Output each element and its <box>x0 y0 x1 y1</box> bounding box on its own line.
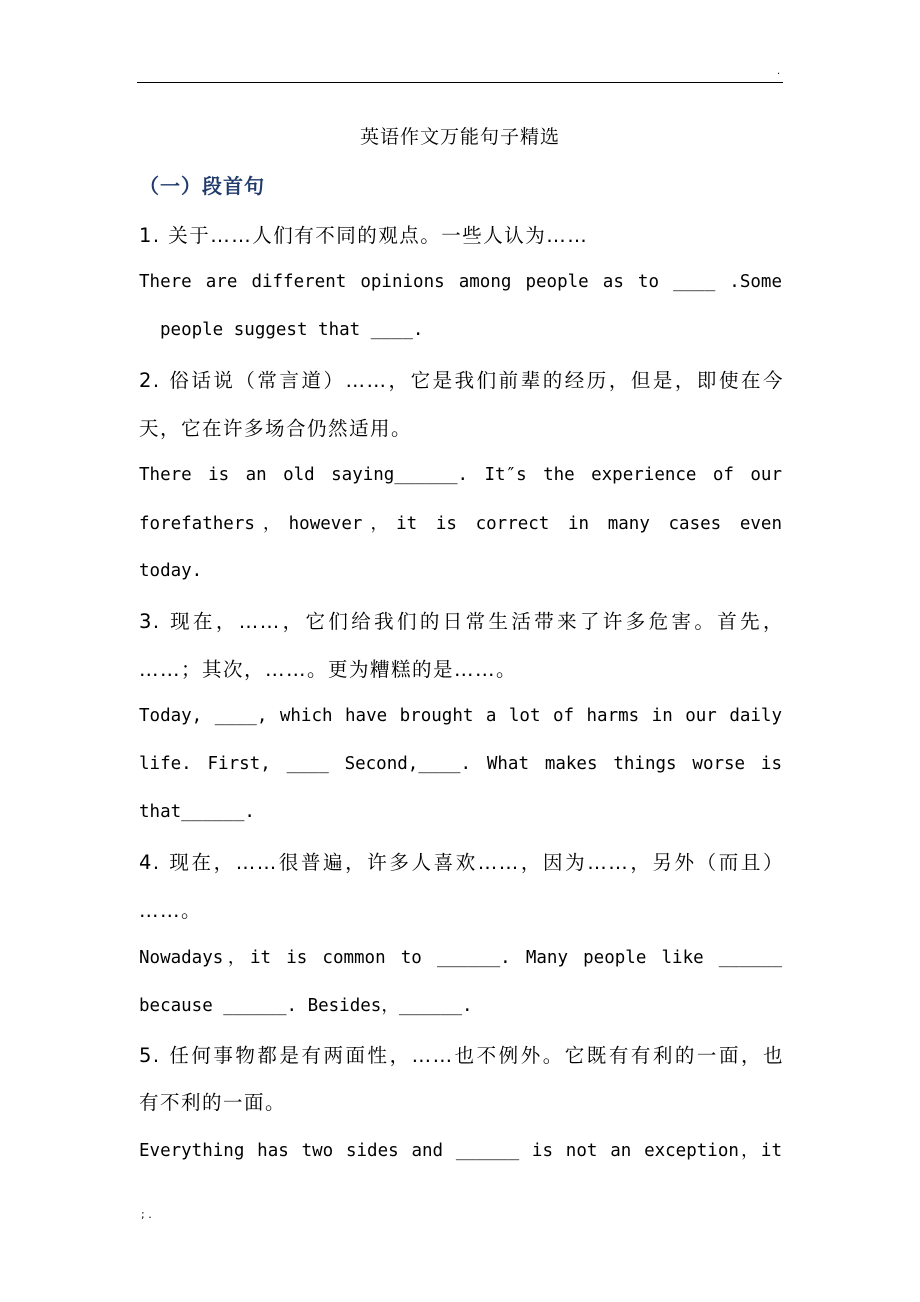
item-4-english-line-1: Nowadays，it is common to ______. Many people like ______ <box>139 948 782 968</box>
item-2-english-line-2: forefathers，however，it is correct in many cases even <box>139 514 782 534</box>
item-4-english-line-2: because ______. Besides，______. <box>139 996 473 1016</box>
item-4-chinese-line-2: ……。 <box>139 899 203 922</box>
item-3-chinese-line-2: ……；其次，……。更为糟糕的是……。 <box>139 658 518 681</box>
document-title: 英语作文万能句子精选 <box>359 126 560 148</box>
item-2-chinese-line-2: 天，它在许多场合仍然适用。 <box>139 417 413 440</box>
item-5-english-line-1: Everything has two sides and ______ is not an exception，it <box>139 1141 782 1161</box>
item-3-english-line-3: that______. <box>139 802 255 822</box>
item-4-chinese-line-1: 4. 现在，……很普遍，许多人喜欢……，因为……，另外（而且） <box>139 851 784 874</box>
item-2-chinese-line-1: 2. 俗话说（常言道）……，它是我们前辈的经历，但是，即使在今 <box>139 369 784 392</box>
item-1-english-line-1: There are different opinions among people as to ____ .Some <box>139 272 782 292</box>
section-heading: （一）段首句 <box>139 174 265 198</box>
item-3-english-line-2: life. First, ____ Second,____. What makes things worse is <box>139 754 782 774</box>
item-1-english-line-2: people suggest that ____. <box>160 320 424 340</box>
item-3-chinese-line-1: 3. 现在，……，它们给我们的日常生活带来了许多危害。首先， <box>139 610 784 633</box>
item-5-chinese-line-2: 有不利的一面。 <box>139 1091 287 1114</box>
footer-mark: ; . <box>141 1208 152 1221</box>
item-2-english-line-3: today. <box>139 561 203 581</box>
header-mark: . <box>777 66 781 77</box>
item-3-english-line-1: Today, ____, which have brought a lot of harms in our daily <box>139 706 782 726</box>
item-1-chinese-line-1: 1. 关于……人们有不同的观点。一些人认为…… <box>139 224 589 247</box>
header-rule <box>137 82 783 83</box>
item-5-chinese-line-1: 5. 任何事物都是有两面性，……也不例外。它既有有利的一面，也 <box>139 1044 784 1067</box>
item-2-english-line-1: There is an old saying______. It″s the experience of our <box>139 465 782 485</box>
